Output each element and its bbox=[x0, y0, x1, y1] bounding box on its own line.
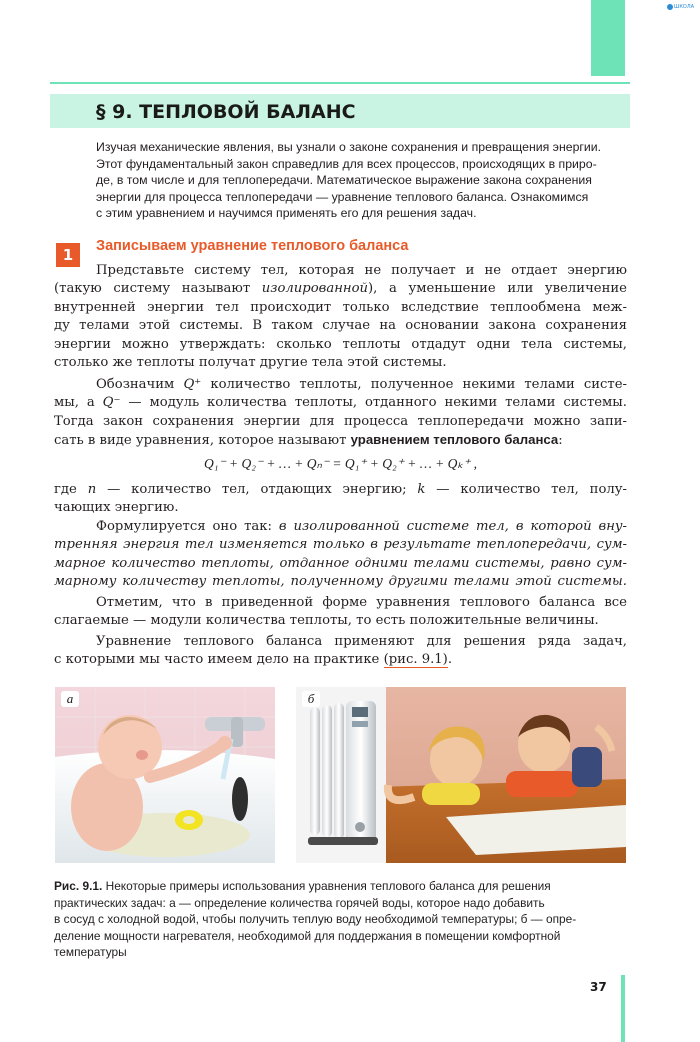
corner-logo-text: ШКОЛА bbox=[674, 4, 695, 10]
caption-line: Рис. 9.1. Некоторые примеры использования уравнения теплового баланса для решения bbox=[54, 879, 551, 893]
term-isolated: изолированной bbox=[261, 281, 369, 297]
figure-label-b: б bbox=[302, 691, 320, 707]
paragraph-4 bbox=[54, 518, 627, 592]
text-line: (такую систему называют изолированной), а уменьшение или увеличение bbox=[54, 281, 627, 297]
heater-room-illustration bbox=[296, 687, 626, 863]
corner-logo bbox=[667, 2, 700, 12]
page-number: 37 bbox=[590, 980, 607, 994]
text-line: Отметим, что в приведенной форме уравнения теплового баланса все bbox=[96, 595, 627, 610]
text-line: ду телами этой системы. В таком случае на основании закона сохранения bbox=[54, 318, 627, 334]
intro-line: с этим уравнением и научимся применять его для решения задач. bbox=[96, 206, 477, 220]
text-line: энергии можно утверждать: сколько теплоты отдадут одни тела системы, bbox=[54, 336, 627, 352]
text-line: сать в виде уравнения, которое называют уравнением теплового баланса: bbox=[54, 432, 563, 449]
paragraph-1 bbox=[54, 262, 627, 372]
text-line: Формулируется оно так: в изолированной системе тел, в которой вну- bbox=[96, 519, 627, 534]
text-line: где n — количество тел, отдающих энергию; k — количество тел, полу- bbox=[54, 482, 627, 497]
caption-line: температуры bbox=[54, 945, 127, 959]
paragraph-2 bbox=[54, 376, 627, 450]
logo-icon bbox=[667, 4, 673, 10]
text-line: Обозначим Q⁺ количество теплоты, полученное некими телами систе- bbox=[96, 377, 627, 392]
top-rule bbox=[50, 82, 630, 84]
text-line: тренняя энергия тел изменяется только в результате теплопередачи, сум- bbox=[54, 537, 627, 553]
caption-line: практических задач: а — определение количества горячей воды, которое надо добавить bbox=[54, 895, 545, 910]
text-line: Представьте систему тел, которая не получает и не отдает энергию bbox=[96, 263, 627, 278]
text-line: столько же теплоты получат другие тела этой системы. bbox=[54, 354, 447, 370]
top-accent-tab bbox=[591, 0, 625, 76]
text-line: марное количество теплоты, отданное одними телами системы, равно сум- bbox=[54, 555, 627, 571]
text-line: марному количеству теплоты, полученному другими телами этой системы. bbox=[54, 574, 627, 590]
term-heat-balance-equation: уравнением теплового баланса bbox=[350, 432, 559, 448]
text-line: Тогда закон сохранения энергии для процесса теплопередачи можно запи- bbox=[54, 413, 627, 429]
section-number-badge: 1 bbox=[56, 243, 80, 267]
text-line: слагаемые — модули количества теплоты, то есть положительные величины. bbox=[54, 613, 599, 629]
text-line: Уравнение теплового баланса применяют для решения ряда задач, bbox=[96, 634, 627, 649]
section-title: § 9. ТЕПЛОВОЙ БАЛАНС bbox=[96, 101, 356, 123]
figure-label-a: а bbox=[61, 691, 79, 707]
caption-line: в сосуд с холодной водой, чтобы получить теплую воду необходимой температуры; б — опре- bbox=[54, 912, 577, 926]
figure-caption bbox=[54, 878, 627, 961]
caption-label: Рис. 9.1. bbox=[54, 879, 103, 893]
subsection-title: Записываем уравнение теплового баланса bbox=[96, 238, 409, 254]
text-line: с которыми мы часто имеем дело на практике (рис. 9.1). bbox=[54, 652, 453, 668]
heat-balance-formula: Q₁⁻ + Q₂⁻ + … + Qₙ⁻ = Q₁⁺ + Q₂⁺ + … + Qₖ⁺ , bbox=[204, 456, 477, 471]
caption-line: деление мощности нагревателя, необходимой для поддержания в помещении комфортной bbox=[54, 928, 561, 943]
intro-text bbox=[96, 139, 626, 222]
text-line: внутренней энергии тел происходит только вследствие теплообмена меж- bbox=[54, 299, 627, 315]
text-line: мы, а Q⁻ — модуль количества теплоты, отданного некими телами системы. bbox=[54, 395, 627, 411]
intro-line: де, в том числе и для теплопередачи. Математическое выражение закона сохранения bbox=[96, 173, 592, 187]
intro-line: Изучая механические явления, вы узнали о законе сохранения и превращения энергии. bbox=[96, 140, 602, 154]
page-accent-bar bbox=[621, 975, 625, 1042]
paragraph-6 bbox=[54, 633, 627, 670]
intro-line: Этот фундаментальный закон справедлив для всех процессов, происходящих в приро- bbox=[96, 156, 597, 171]
intro-line: энергии для процесса теплопередачи — уравнение теплового баланса. Ознакомимся bbox=[96, 189, 589, 204]
paragraph-3 bbox=[54, 481, 627, 518]
figure-a-baby-bath bbox=[55, 687, 275, 863]
figure-b-heater-room bbox=[296, 687, 626, 863]
baby-bath-illustration bbox=[55, 687, 275, 863]
figure-reference-link[interactable]: (рис. 9.1) bbox=[383, 652, 448, 668]
paragraph-5 bbox=[54, 594, 627, 631]
text-line: чающих энергию. bbox=[54, 500, 179, 516]
